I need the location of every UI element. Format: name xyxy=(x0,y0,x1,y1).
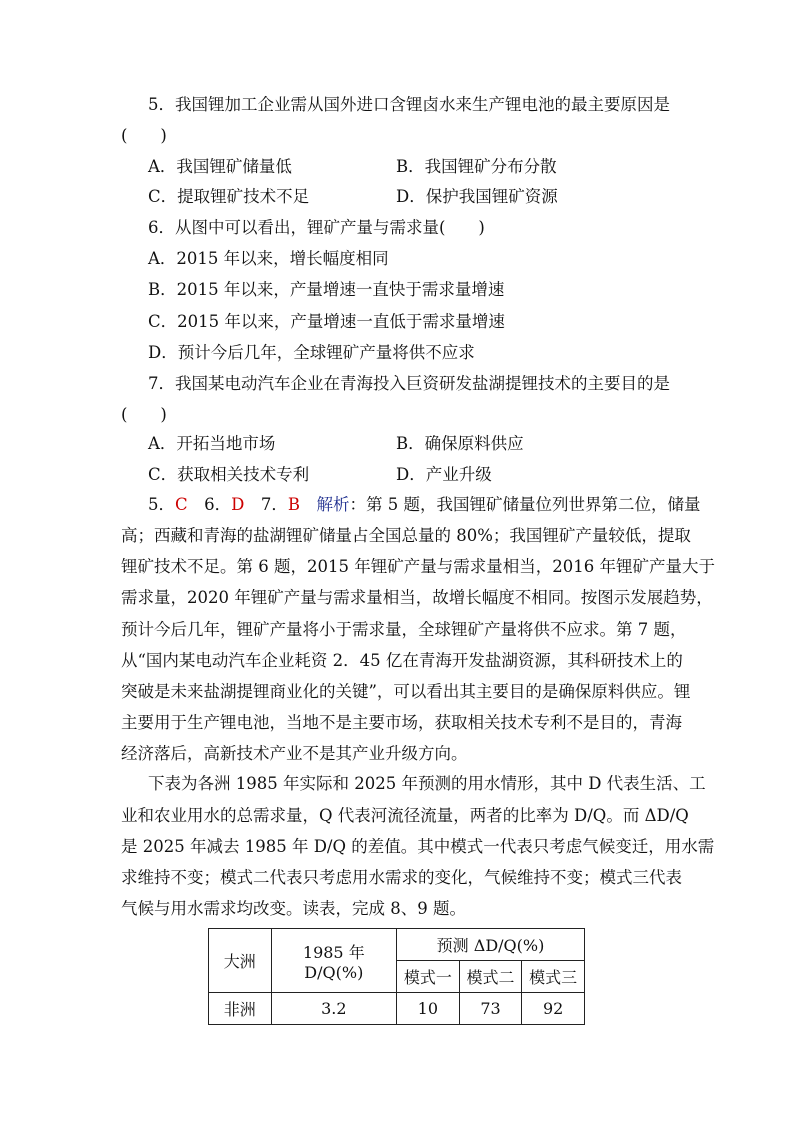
q7-option-c: C．获取相关技术专利 xyxy=(148,465,310,484)
explanation-line-4: 需求量，2020 年锂矿产量与需求量相当，故增长幅度不相同。按图示发展趋势， xyxy=(121,588,713,607)
q6-option-d: D．预计今后几年，全球锂矿产量将供不应求 xyxy=(148,343,475,362)
intro-line-1: 下表为各洲 1985 年实际和 2025 年预测的用水情形，其中 D 代表生活、工 xyxy=(148,774,706,793)
water-demand-table xyxy=(208,928,585,1025)
explanation-line-3: 锂矿技术不足。第 6 题，2015 年锂矿产量与需求量相当，2016 年锂矿产量大于 xyxy=(121,557,715,576)
intro-line-4: 求维持不变；模式二代表只考虑用水需求的变化，气候维持不变；模式三代表 xyxy=(121,868,682,887)
cell-mode-1: 10 xyxy=(397,993,460,1025)
cell-mode-2: 73 xyxy=(459,993,522,1025)
header-dq-1985: 1985 年 D/Q(%) xyxy=(271,929,396,993)
q6-stem: 6．从图中可以看出，锂矿产量与需求量( ) xyxy=(148,218,485,237)
q5-option-b: B．我国锂矿分布分散 xyxy=(396,157,557,176)
header-mode-1: 模式一 xyxy=(397,961,460,993)
answer-num-6: 6． xyxy=(187,495,232,514)
cell-continent: 非洲 xyxy=(209,993,272,1025)
table-row xyxy=(209,993,585,1025)
explanation-line-9: 经济落后，高新技术产业不是其产业升级方向。 xyxy=(121,744,468,763)
intro-line-5: 气候与用水需求均改变。读表，完成 8、9 题。 xyxy=(121,899,466,918)
q7-answer-paren: ( ) xyxy=(121,405,167,424)
q5-answer-paren: ( ) xyxy=(121,126,167,145)
answer-5: C xyxy=(175,495,188,514)
q7-option-a: A．开拓当地市场 xyxy=(148,434,276,453)
answer-7: B xyxy=(287,495,300,514)
explanation-line-7: 突破是未来盐湖提锂商业化的关键”，可以看出其主要目的是确保原料供应。锂 xyxy=(121,682,691,701)
q5-stem: 5．我国锂加工企业需从国外进口含锂卤水来生产锂电池的最主要原因是 xyxy=(148,95,670,114)
answer-num-7: 7． xyxy=(244,495,288,514)
q5-option-d: D．保护我国锂矿资源 xyxy=(396,187,558,206)
cell-mode-3: 92 xyxy=(522,993,585,1025)
q7-option-d: D．产业升级 xyxy=(396,465,492,484)
q7-stem: 7．我国某电动汽车企业在青海投入巨资研发盐湖提锂技术的主要目的是 xyxy=(148,374,670,393)
header-forecast: 预测 ΔD/Q(%) xyxy=(397,929,585,961)
answer-num-5: 5． xyxy=(148,495,175,514)
explanation-line-1: ：第 5 题，我国锂矿储量位列世界第二位，储量 xyxy=(349,495,701,514)
explanation-line-6: 从“国内某电动汽车企业耗资 2．45 亿在青海开发盐湖资源，其科研技术上的 xyxy=(121,651,683,670)
answer-key-line xyxy=(148,494,701,516)
q5-option-c: C．提取锂矿技术不足 xyxy=(148,187,310,206)
explanation-line-8: 主要用于生产锂电池，当地不是主要市场，获取相关技术专利不是目的，青海 xyxy=(121,713,682,732)
explanation-label: 解析 xyxy=(300,495,350,514)
q6-option-c: C．2015 年以来，产量增速一直低于需求量增速 xyxy=(148,312,505,331)
intro-line-2: 业和农业用水的总需求量，Q 代表河流径流量，两者的比率为 D/Q。而 ΔD/Q xyxy=(121,806,689,825)
header-continent: 大洲 xyxy=(209,929,272,993)
header-mode-3: 模式三 xyxy=(522,961,585,993)
q6-option-b: B．2015 年以来，产量增速一直快于需求量增速 xyxy=(148,280,505,299)
header-mode-2: 模式二 xyxy=(459,961,522,993)
answer-6: D xyxy=(231,495,245,514)
intro-line-3: 是 2025 年减去 1985 年 D/Q 的差值。其中模式一代表只考虑气候变迁，用水需 xyxy=(121,837,715,856)
cell-dq-1985: 3.2 xyxy=(271,993,396,1025)
explanation-line-2: 高；西藏和青海的盐湖锂矿储量占全国总量的 80%；我国锂矿产量较低，提取 xyxy=(121,526,691,545)
q5-option-a: A．我国锂矿储量低 xyxy=(148,157,292,176)
q6-option-a: A．2015 年以来，增长幅度相同 xyxy=(148,249,389,268)
q7-option-b: B．确保原料供应 xyxy=(396,434,524,453)
explanation-line-5: 预计今后几年，锂矿产量将小于需求量，全球锂矿产量将供不应求。第 7 题， xyxy=(121,620,687,639)
